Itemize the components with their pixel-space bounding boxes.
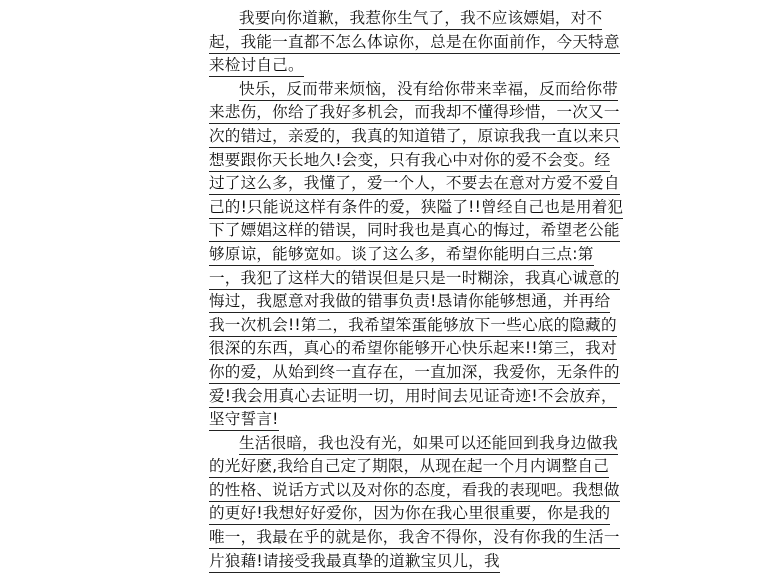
text-line-content: 的光好麽,我给自己定了期限，从现在起一个月内调整自己 <box>209 456 609 478</box>
text-line-content: 你的爱，从始到终一直存在，一直加深，我爱你，无条件的 <box>209 362 620 384</box>
text-line-content: 生活很暗，我也没有光，如果可以还能回到我身边做我 <box>239 433 618 455</box>
text-line <box>209 79 619 103</box>
text-line-content: 爱!我会用真心去证明一切，用时间去见证奇迹!不会放弃， <box>209 386 617 408</box>
text-line-content: 片狼藉!请接受我最真挚的道歉宝贝儿，我 <box>209 551 500 573</box>
text-line <box>209 55 574 79</box>
text-line <box>209 386 617 410</box>
text-line <box>209 173 620 197</box>
text-line-content: 来检讨自己。 <box>209 55 304 77</box>
text-line <box>209 220 620 244</box>
text-line <box>209 197 624 221</box>
text-line-content: 次的错过，亲爱的，我真的知道错了，原谅我我一直以来只 <box>209 126 620 148</box>
apology-letter-text <box>209 8 624 574</box>
text-line <box>209 150 611 174</box>
text-line <box>209 126 620 150</box>
text-line-content: 的更好!我想好好爱你，因为你在我心里很重要，你是我的 <box>209 503 610 525</box>
text-line <box>209 291 611 315</box>
text-line-content: 我一次机会!!第二，我希望笨蛋能够放下一些心底的隐藏的 <box>209 315 617 337</box>
text-line <box>209 503 611 527</box>
text-line <box>209 315 617 339</box>
text-line <box>209 244 594 268</box>
text-line <box>209 268 620 292</box>
text-line <box>209 338 617 362</box>
text-line-content: 够原谅，能够宽如。谈了这么多，希望你能明白三点:第 <box>209 244 594 266</box>
text-line <box>209 362 620 386</box>
text-line-content: 过了这么多，我懂了，爱一个人，不要去在意对方爱不爱自 <box>209 173 620 195</box>
text-line <box>209 480 620 504</box>
text-line-content: 来悲伤，你给了我好多机会，而我却不懂得珍惜，一次又一 <box>209 102 620 124</box>
text-line <box>209 102 620 126</box>
text-line-content: 很深的东西，真心的希望你能够开心快乐起来!!第三，我对 <box>209 338 617 360</box>
text-line <box>209 551 574 575</box>
text-line-content: 己的!只能说这样有条件的爱，狭隘了!!曾经自己也是用着犯 <box>209 197 623 219</box>
text-line-content: 想要跟你天长地久!会变，只有我心中对你的爱不会变。经 <box>209 150 610 172</box>
text-line <box>209 409 574 433</box>
text-line <box>209 433 619 457</box>
text-line-content: 坚守誓言! <box>209 409 279 431</box>
text-line-content: 一，我犯了这样大的错误但是只是一时糊涂，我真心诚意的 <box>209 268 620 290</box>
text-line-content: 下了嫖娼这样的错误，同时我也是真心的悔过，希望老公能 <box>209 220 620 242</box>
text-line <box>209 8 603 32</box>
text-line-content: 快乐，反而带来烦恼，没有给你带来幸福，反而给你带 <box>239 79 618 101</box>
text-line-content: 的性格、说话方式以及对你的态度，看我的表现吧。我想做 <box>209 480 620 502</box>
text-line <box>209 527 620 551</box>
text-line-content: 悔过，我愿意对我做的错事负责!恳请你能够想通，并再给 <box>209 291 610 313</box>
text-line-content: 我要向你道歉，我惹你生气了，我不应该嫖娼，对不 <box>239 8 602 30</box>
text-line-content: 唯一，我最在乎的就是你，我舍不得你，没有你我的生活一 <box>209 527 620 549</box>
text-line <box>209 456 610 480</box>
text-line <box>209 32 620 56</box>
text-line-content: 起，我能一直都不怎么体谅你，总是在你面前作，今天特意 <box>209 32 620 54</box>
